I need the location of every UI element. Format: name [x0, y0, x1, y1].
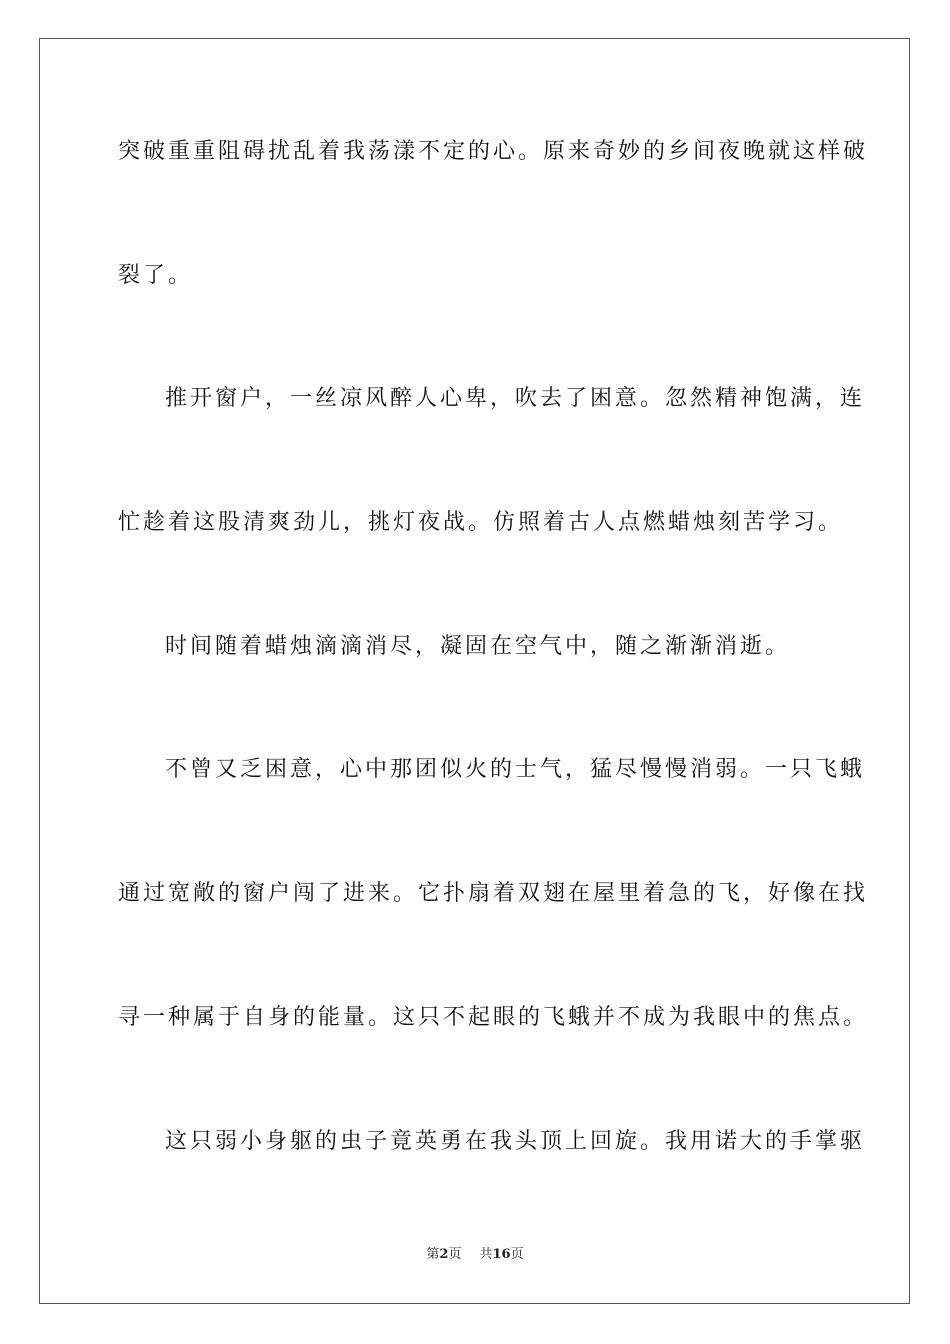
page-number: 2 [439, 1247, 449, 1262]
text-line-2: 裂了。 [118, 262, 194, 288]
text-line-4: 忙趁着这股清爽劲儿，挑灯夜战。仿照着古人点燃蜡烛刻苦学习。 [118, 510, 844, 536]
text-line-5: 时间随着蜡烛滴滴消尽，凝固在空气中，随之渐渐消逝。 [165, 633, 791, 659]
text-line-7: 通过宽敞的窗户闯了进来。它扑扇着双翅在屋里着急的飞，好像在找 [118, 881, 869, 907]
text-line-1: 突破重重阻碍扰乱着我荡漾不定的心。原来奇妙的乡间夜晚就这样破 [118, 139, 869, 164]
total-label-suffix: 页 [510, 1247, 524, 1262]
page-footer [0, 1245, 950, 1265]
total-label-prefix: 共 [479, 1247, 493, 1262]
page-label-prefix: 第 [426, 1247, 440, 1262]
text-line-9: 这只弱小身躯的虫子竟英勇在我头顶上回旋。我用诺大的手掌驱 [165, 1128, 866, 1154]
text-line-8: 寻一种属于自身的能量。这只不起眼的飞蛾并不成为我眼中的焦点。 [118, 1004, 869, 1030]
total-pages: 16 [492, 1247, 511, 1262]
document-body [118, 128, 869, 1241]
page-label-suffix: 页 [448, 1247, 462, 1262]
text-line-6: 不曾又乏困意，心中那团似火的士气，猛尽慢慢消弱。一只飞蛾 [165, 757, 866, 783]
text-line-3: 推开窗户，一丝凉风醉人心卑，吹去了困意。忽然精神饱满，连 [165, 386, 866, 412]
